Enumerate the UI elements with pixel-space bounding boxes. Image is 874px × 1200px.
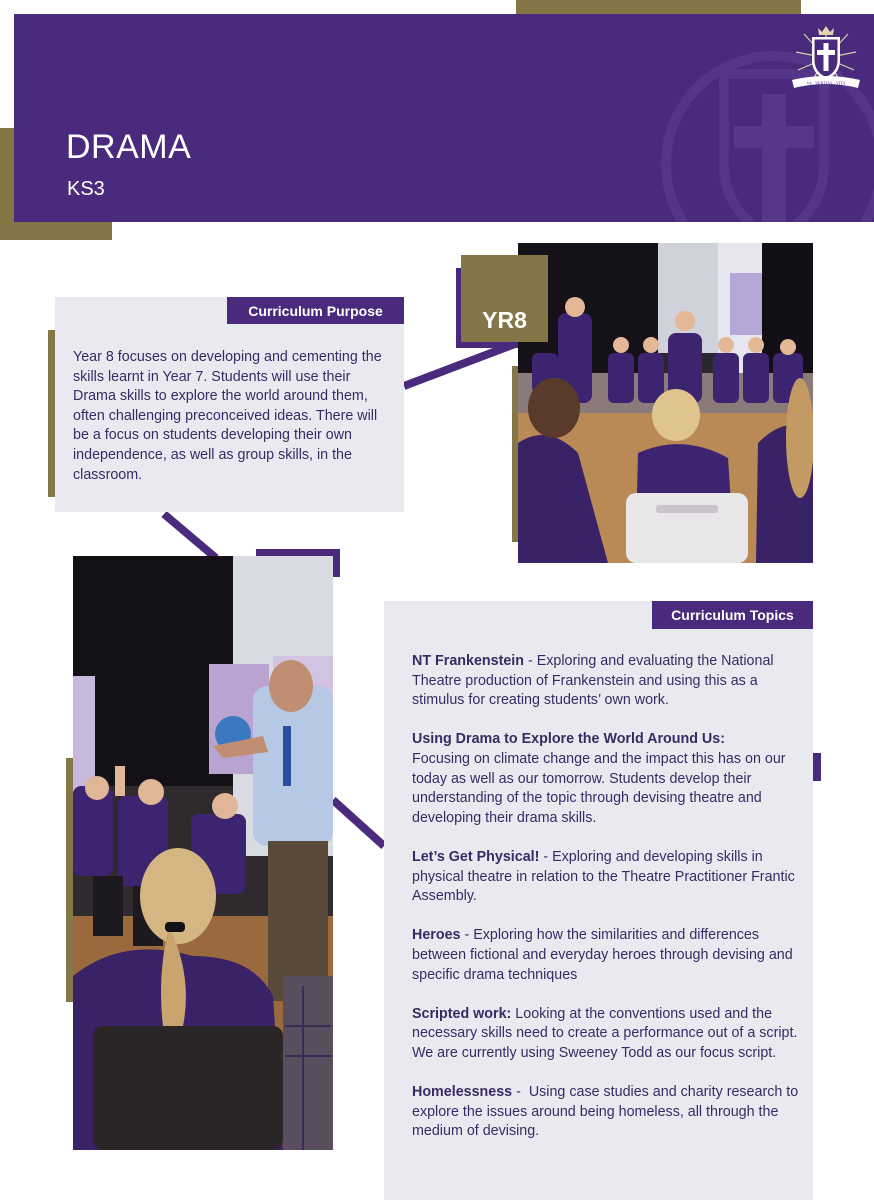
topic-name: Using Drama to Explore the World Around Us: [412,731,725,748]
topic-description: Exploring how the similarities and differences between fictional and everyday heroes through devising and specific drama techniques [412,927,793,983]
page-title: DRAMA [66,128,192,166]
purpose-gold-bar [48,330,55,497]
topic-heroes: Heroes - Exploring how the similarities and differences between fictional and everyday heroes through devising and specific drama techniques [412,927,793,983]
topic-frankenstein: NT Frankenstein - Exploring and evaluating the National Theatre production of Frankenstein and using this as a stimulus for creating students’ own work. [412,653,774,709]
crest-motto: VA · VERITAS · VITA [806,80,846,86]
topic-description: Looking at the conventions used and the necessary skills need to create a performance out of a script. We are currently using Sweeney Todd as our focus script. [412,1005,798,1061]
topic-description: Exploring and evaluating the National Theatre production of Frankenstein and using this as a stimulus for creating students’ own work. [412,653,774,709]
topic-homelessness: Homelessness - Using case studies and charity research to explore the issues around being homeless, all through the medium of devising. [412,1084,803,1140]
topic-explore-world [412,730,800,828]
topic-scripted-work [412,1005,800,1064]
topic-name: Heroes [412,927,461,944]
topic-physical: Let’s Get Physical! - Exploring and developing skills in physical theatre in relation to the Theatre Practitioner Frantic Assembly. [412,848,795,905]
year-badge: YR8 [461,255,548,342]
topic-name: Homelessness [412,1084,513,1101]
topic-name: Scripted work: [412,1005,512,1022]
topic-description: Using case studies and charity research to explore the issues around being homeless, all through the medium of devising. [412,1084,803,1140]
topics-purple-tab [812,753,821,781]
topic-name: NT Frankenstein [412,653,525,669]
purpose-panel-title: Curriculum Purpose [227,297,404,324]
classroom-photo-students-circle [518,243,813,563]
topics-panel-title: Curriculum Topics [652,601,813,629]
purpose-text: Year 8 focuses on developing and cementing the skills learnt in Year 7. Students will use their Drama skills to explore the world around them, often challenging preconceived ideas. There will be a focus on students developing their own independence, as well as group skills, in the classroom. [73,349,382,483]
topic-name: Let’s Get Physical! [412,848,540,865]
topic-description: Exploring and developing skills in physical theatre in relation to the Theatre Practitioner Frantic Assembly. [412,848,795,905]
topics-list [412,652,803,1161]
page-subtitle: KS3 [67,178,105,200]
classroom-photo-teacher [73,556,333,1150]
topic-description: Focusing on climate change and the impact this has on our today as well as our tomorrow. Students develop their understanding of the topic through devising theatre and developing their drama skills. [412,750,786,826]
